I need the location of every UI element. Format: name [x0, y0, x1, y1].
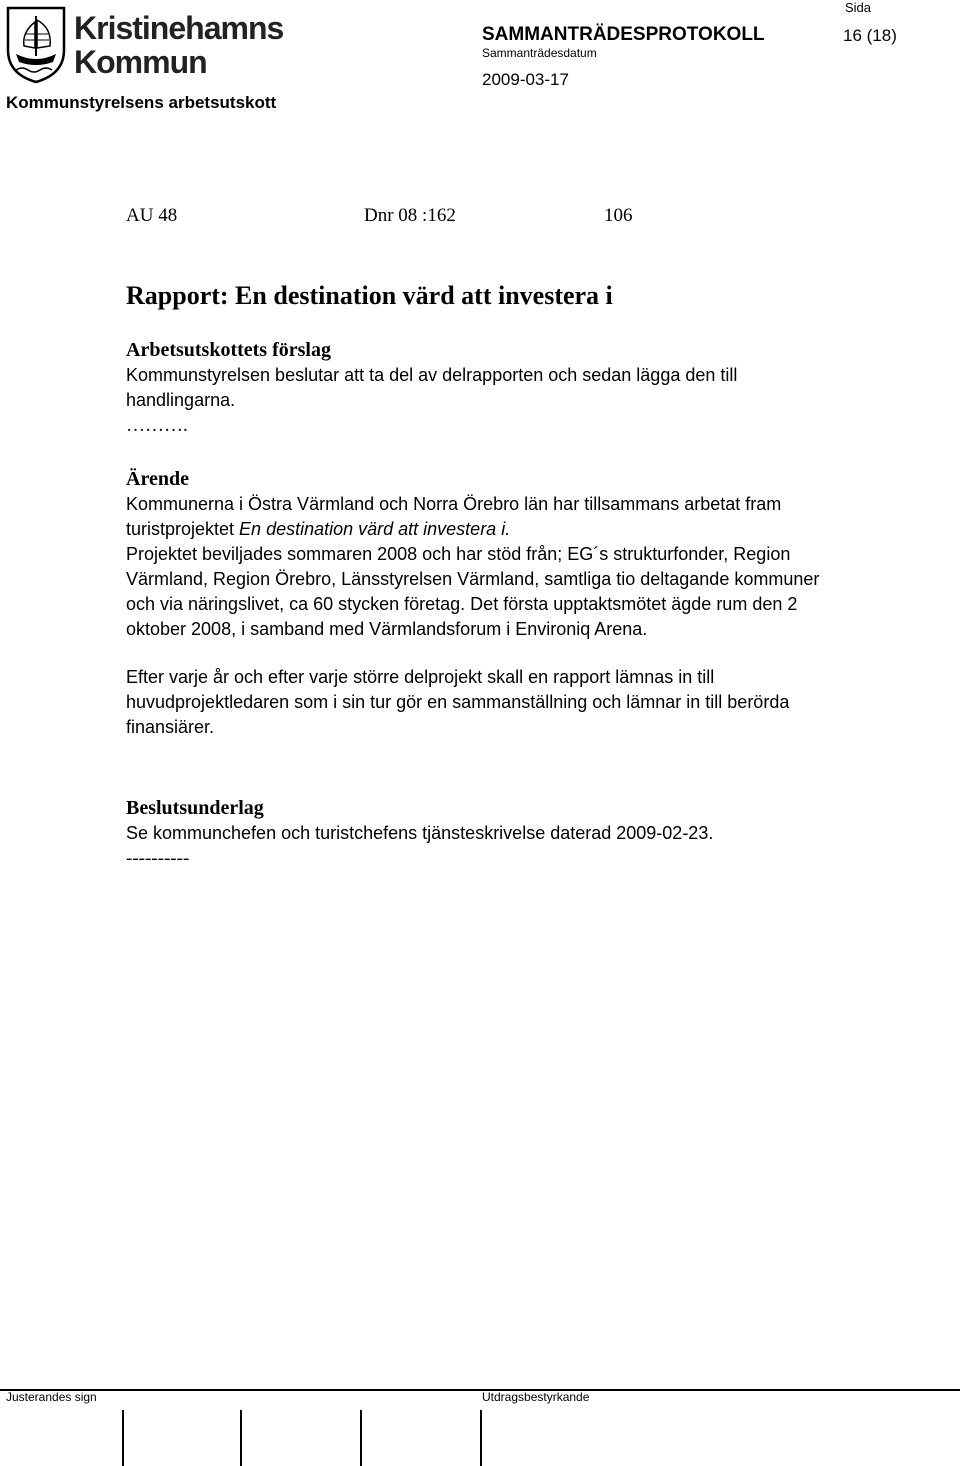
decision-basis-text: Se kommunchefen och turistchefens tjänsteskrivelse daterad 2009-02-23.: [126, 823, 714, 843]
justerandes-sign-label: Justerandes sign: [6, 1390, 97, 1404]
project-name: En destination värd att investera i.: [239, 519, 511, 539]
municipality-logo: [6, 6, 284, 84]
case-text-intro: [126, 492, 816, 542]
signature-box-divider: [240, 1410, 242, 1466]
case-heading: Ärende: [126, 468, 189, 490]
committee-name: Kommunstyrelsens arbetsutskott: [6, 93, 277, 112]
document-title: Rapport: En destination värd att investera i: [126, 281, 613, 310]
page-number: 16 (18): [843, 26, 897, 45]
page-label: Sida: [845, 0, 872, 15]
meeting-date-label: Sammanträdesdatum: [482, 46, 597, 60]
signature-box-divider: [360, 1410, 362, 1466]
au-reference: AU 48: [126, 205, 178, 226]
decision-basis-heading: Beslutsunderlag: [126, 797, 264, 819]
case-text-reporting: Efter varje år och efter varje större delprojekt skall en rapport lämnas in till huvudprojektledaren som i sin tur gör en sammanställning och lämnar in till berörda finansiärer.: [126, 667, 790, 737]
utdragsbestyrkande-label: Utdragsbestyrkande: [482, 1390, 590, 1404]
logo-name-line1: Kristinehamns: [74, 10, 284, 46]
proposal-text: Kommunstyrelsen beslutar att ta del av delrapporten och sedan lägga den till handlingarna.: [126, 365, 738, 410]
protocol-title: SAMMANTRÄDESPROTOKOLL: [482, 24, 765, 45]
ellipsis: ……….: [126, 415, 188, 436]
footer-rule: [0, 1389, 960, 1391]
logo-name-line2: Kommun: [74, 44, 207, 80]
signature-box-divider: [122, 1410, 124, 1466]
paragraph-number: 106: [604, 205, 633, 226]
decision-basis-section: [126, 796, 826, 871]
proposal-section: [126, 338, 826, 438]
dnr-reference: Dnr 08 :162: [364, 205, 456, 226]
proposal-heading: Arbetsutskottets förslag: [126, 339, 331, 361]
case-text-lead: Kommunerna i Östra Värmland och Norra Örebro län har tillsammans arbetat fram turistprojektet: [126, 494, 782, 539]
end-marker: ----------: [126, 848, 190, 869]
signature-box-divider: [480, 1410, 482, 1466]
case-section: [126, 467, 826, 740]
case-text-funding: Projektet beviljades sommaren 2008 och har stöd från; EG´s strukturfonder, Region Värmland, Region Örebro, Länsstyrelsen Värmland, samtliga tio deltagande kommuner och via näringslivet, ca 60 stycken företag. Det första upptaktsmötet ägde rum den 2 oktober 2008, i samband med Värmlandsforum i Environiq Arena.: [126, 544, 820, 639]
meeting-date: 2009-03-17: [482, 70, 569, 89]
